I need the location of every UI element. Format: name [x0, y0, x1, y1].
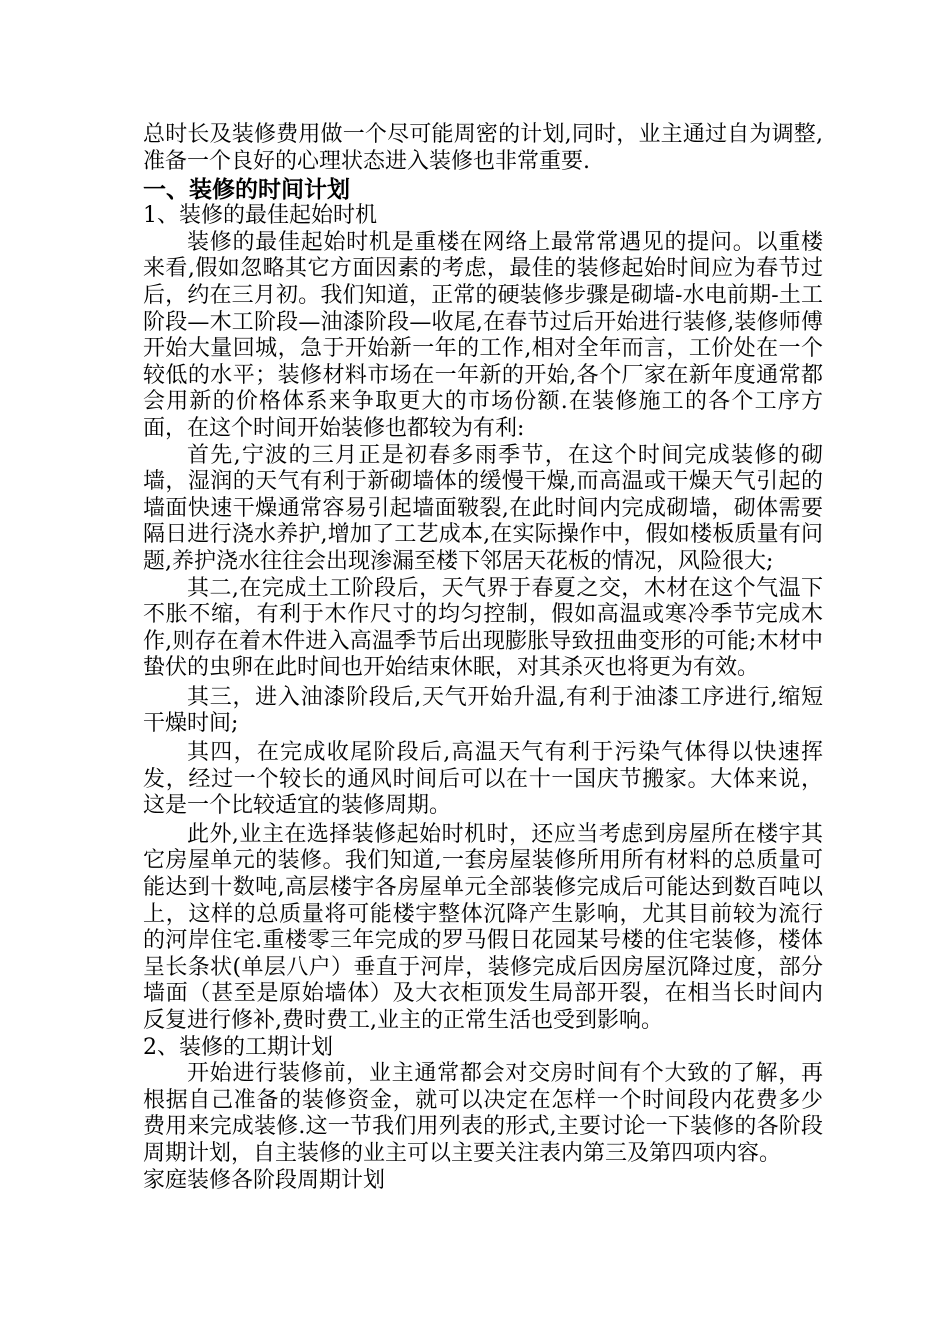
subsection-heading-start-timing: 1、装修的最佳起始时机 [143, 203, 377, 229]
paragraph-fourth-reason: 其四，在完成收尾阶段后,高温天气有利于污染气体得以快速挥发，经过一个较长的通风时间后可以在十一国庆节搬家。大体来说，这是一个比较适宜的装修周期。 [143, 740, 823, 819]
paragraph-third-reason: 其三，进入油漆阶段后,天气开始升温,有利于油漆工序进行,缩短干燥时间; [143, 684, 823, 737]
table-caption: 家庭装修各阶段周期计划 [143, 1167, 386, 1193]
paragraph-first-reason: 首先,宁波的三月正是初春多雨季节，在这个时间完成装修的砌墙，湿润的天气有利于新砌墙体的缓慢干燥,而高温或干燥天气引起的墙面快速干燥通常容易引起墙面皲裂,在此时间内完成砌墙，砌体需要隔日进行浇水养护,增加了工艺成本,在实际操作中，假如楼板质量有问题,养护浇水往往会出现渗漏至楼下邻居天花板的情况，风险很大; [143, 442, 823, 574]
paragraph-second-reason: 其二,在完成土工阶段后，天气界于春夏之交，木材在这个气温下不胀不缩，有利于木作尺寸的均匀控制，假如高温或寒冷季节完成木作,则存在着木件进入高温季节后出现膨胀导致扭曲变形的可能;木材中蛰伏的虫卵在此时间也开始结束休眠，对其杀灭也将更为有效。 [143, 575, 823, 681]
paragraph-building-settlement: 此外,业主在选择装修起始时机时，还应当考虑到房屋所在楼宇其它房屋单元的装修。我们知道,一套房屋装修所用所有材料的总质量可能达到十数吨,高层楼宇各房屋单元全部装修完成后可能达到数百吨以上，这样的总质量将可能楼宇整体沉降产生影响，尤其目前较为流行的河岸住宅.重楼零三年完成的罗马假日花园某号楼的住宅装修，楼体呈长条状(单层八户）垂直于河岸，装修完成后因房屋沉降过度，部分墙面（甚至是原始墙体）及大衣柜顶发生局部开裂，在相当长时间内反复进行修补,费时费工,业主的正常生活也受到影响。 [143, 821, 823, 1033]
paragraph-schedule-plan: 开始进行装修前，业主通常都会对交房时间有个大致的了解，再根据自己准备的装修资金，就可以决定在怎样一个时间段内花费多少费用来完成装修.这一节我们用列表的形式,主要讨论一下装修的各阶段周期计划，自主装修的业主可以主要关注表内第三及第四项内容。 [143, 1061, 823, 1166]
paragraph-best-start-time: 装修的最佳起始时机是重楼在网络上最常常遇见的提问。以重楼来看,假如忽略其它方面因素的考虑，最佳的装修起始时间应为春节过后，约在三月初。我们知道，正常的硬装修步骤是砌墙-水电前期-土工阶段—木工阶段—油漆阶段—收尾,在春节过后开始进行装修,装修师傅开始大量回城，急于开始新一年的工作,相对全年而言，工价处在一个较低的水平；装修材料市场在一年新的开始,各个厂家在新年度通常都会用新的价格体系来争取更大的市场份额.在装修施工的各个工序方面，在这个时间开始装修也都较为有利: [143, 229, 823, 441]
intro-paragraph: 总时长及装修费用做一个尽可能周密的计划,同时，业主通过自为调整,准备一个良好的心理状态进入装修也非常重要. [143, 122, 823, 174]
section-title: 一、装修的时间计划 [143, 176, 350, 204]
document-page [143, 122, 823, 1194]
subsection-heading-schedule: 2、装修的工期计划 [143, 1034, 333, 1060]
